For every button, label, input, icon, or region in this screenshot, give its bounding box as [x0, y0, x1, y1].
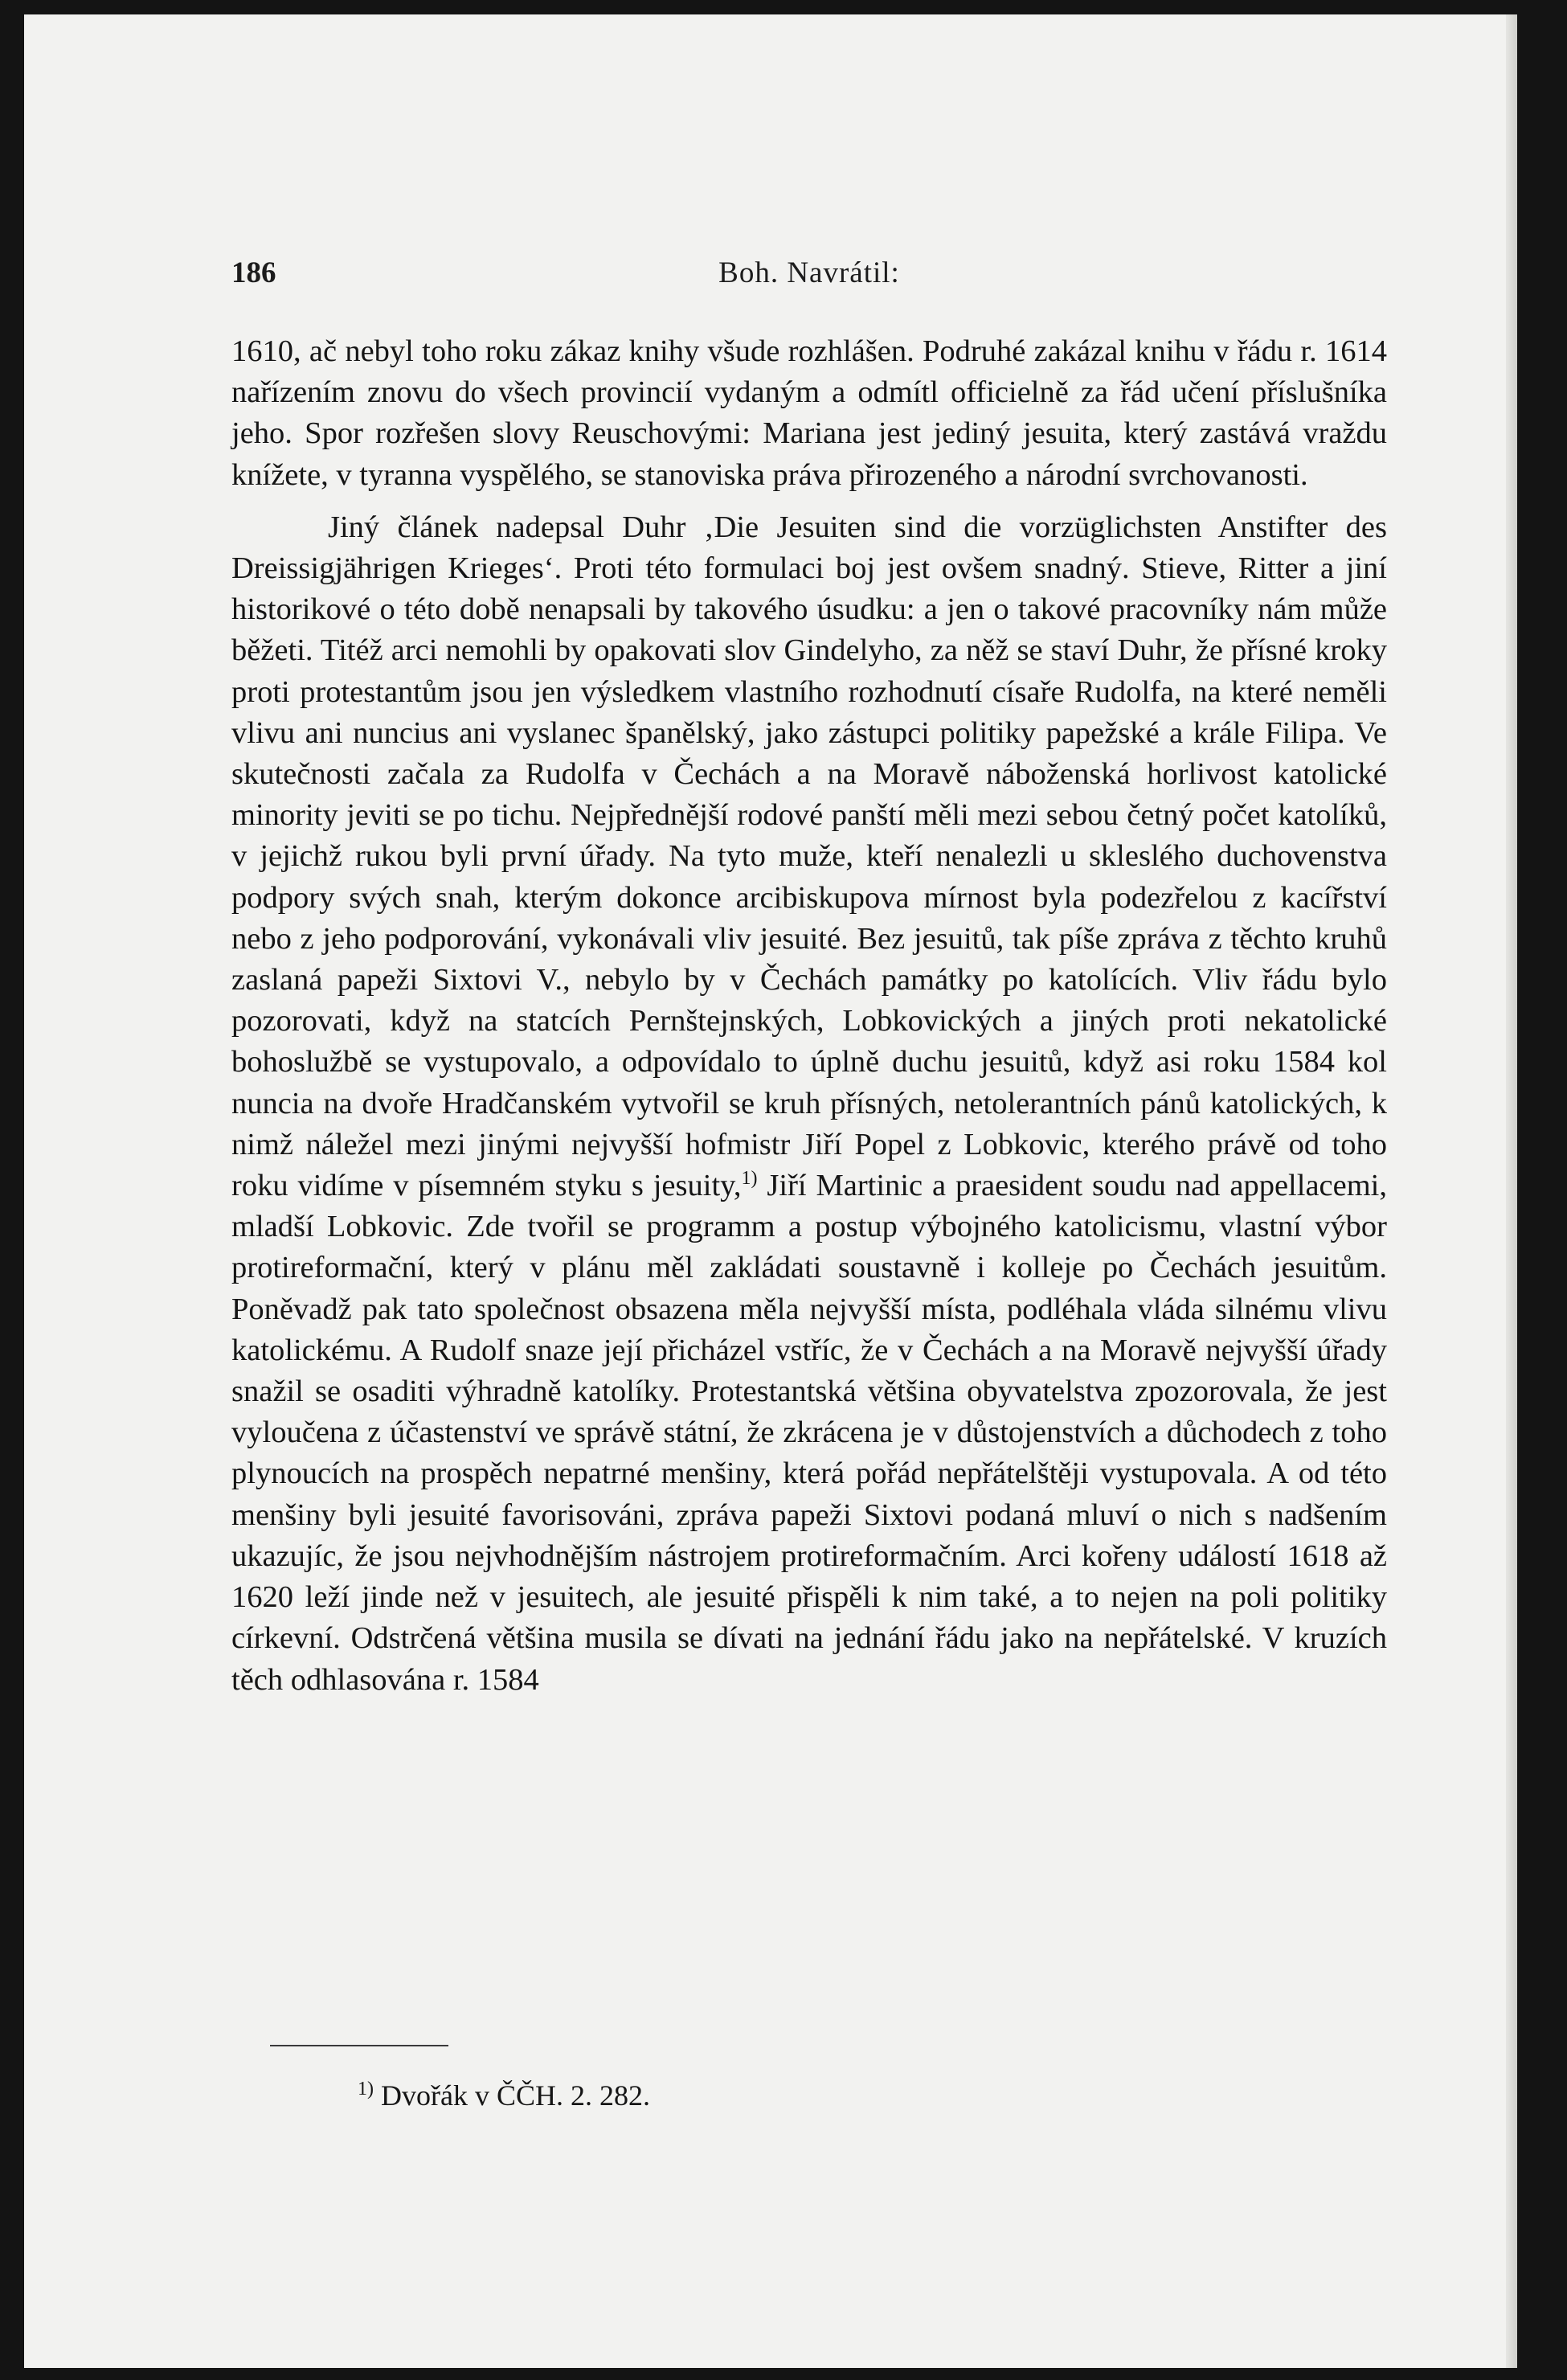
paragraph-2 [231, 507, 1387, 1701]
body-text [231, 331, 1387, 1701]
paragraph-1: 1610, ač nebyl toho roku zákaz knihy všude rozhlášen. Podruhé zakázal knihu v řádu r. 1614 nařízením znovu do všech provincií vydaným a odmítl officielně za řád učení příslušníka jeho. Spor rozřešen slovy Reuschovými: Mariana jest jediný jesuita, který zastává vraždu knížete, v tyranna vyspělého, se stanoviska práva přirozeného a národní svrchovanosti. [231, 334, 1387, 492]
footnote-reference: 1) [741, 1168, 758, 1190]
running-head: Boh. Navrátil: [718, 256, 900, 289]
page-number: 186 [231, 256, 276, 289]
paragraph-2-part-2: Jiří Martinic a praesident soudu nad appellacemi, mladší Lobkovic. Zde tvořil se programm a postup výbojného katolicismu, vlastní výbor protireformační, který v plánu měl zakládati soustavně i kolleje po Čechách jesuitům. Poněvadž pak tato společnost obsazena měla nejvyšší místa, podléhala vláda silnému vlivu katolickému. A Rudolf snaze její přicházel vstříc, že v Čechách a na Moravě nejvyšší úřady snažil se osaditi výhradně katolíky. Protestantská většina obyvatelstva zpozorovala, že jest vyloučena z účastenství ve správě státní, že zkrácena je v důstojenstvích a důchodech z toho plynoucích na prospěch nepatrné menšiny, která pořád nepřátelštěji vystupovala. A od této menšiny byli jesuité favorisováni, zpráva papeži Sixtovi podaná mluví o nich s nadšením ukazujíc, že jsou nejvhodnějším nástrojem protireformačním. Arci kořeny událostí 1618 až 1620 leží jinde než v jesuitech, ale jesuité přispěli k nim také, a to nejen na poli politiky církevní. Odstrčená většina musila se dívati na jednání řádu jako na nepřátelské. V kruzích těch odhlasována r. 1584 [231, 1169, 1387, 1697]
page-header [231, 256, 1387, 304]
book-page [24, 14, 1517, 2368]
paragraph-2-part-1: Jiný článek nadepsal Duhr ‚Die Jesuiten sind die vorzüglichsten Anstifter des Dreissigjährigen Krieges‘. Proti této formulaci boj jest ovšem snadný. Stieve, Ritter a jiní historikové o této době nenapsali by takového úsudku: a jen o takové pracovníky nám může běžeti. Titéž arci nemohli by opakovati slov Gindelyho, za něž se staví Duhr, že přísné kroky proti protestantům jsou jen výsledkem vlastního rozhodnutí císaře Rudolfa, na které neměli vlivu ani nuncius ani vyslanec španělský, jako zástupci politiky papežské a krále Filipa. Ve skutečnosti začala za Rudolfa v Čechách a na Moravě náboženská horlivost katolické minority jeviti se po tichu. Nejpřednější rodové panští měli mezi sebou četný počet katolíků, v jejichž rukou byli první úřady. Na tyto muže, kteří nenalezli u skleslého duchovenstva podpory svých snah, kterým dokonce arcibiskupova mírnost byla podezřelou z kacířství nebo z jeho podporování, vykonávali vliv jesuité. Bez jesuitů, tak píše zpráva z těchto kruhů zaslaná papeži Sixtovi V., nebylo by v Čechách památky po katolících. Vliv řádu bylo pozorovati, když na statcích Pernštejnských, Lobkovických a jiných proti nekatolické bohoslužbě se vystupovalo, a odpovídalo to úplně duchu jesuitů, když asi roku 1584 kol nuncia na dvoře Hradčanském vytvořil se kruh přísných, netolerantních pánů katolických, k nimž náležel mezi jinými nejvyšší hofmistr Jiří Popel z Lobkovic, kterého právě od toho roku vidíme v písemném styku s jesuity, [231, 510, 1387, 1203]
page-edge [1506, 14, 1517, 2368]
footnote [358, 2079, 650, 2112]
footnote-text: Dvořák v ČČH. 2. 282. [374, 2079, 650, 2112]
footnote-divider [270, 2045, 448, 2046]
footnote-marker: 1) [358, 2079, 374, 2099]
